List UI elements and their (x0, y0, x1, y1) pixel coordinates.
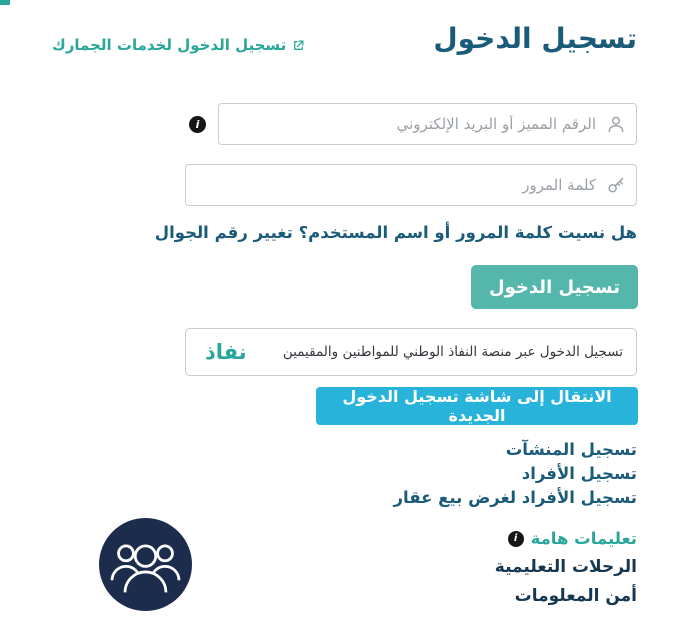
instructions-info-icon[interactable]: i (508, 531, 524, 547)
people-group-logo (99, 518, 192, 611)
username-input[interactable] (218, 103, 637, 145)
new-login-screen-button[interactable]: الانتقال إلى شاشة تسجيل الدخول الجديدة (316, 387, 638, 425)
important-instructions-row (508, 529, 637, 548)
educational-trips-link[interactable]: الرحلات التعليمية (494, 557, 637, 577)
username-info-icon[interactable]: i (189, 116, 206, 133)
information-security-link[interactable]: أمن المعلومات (514, 586, 637, 606)
password-input[interactable] (185, 164, 637, 206)
registration-links (394, 438, 637, 510)
external-link-icon (292, 39, 305, 52)
login-button[interactable]: تسجيل الدخول (471, 265, 638, 309)
change-mobile-link[interactable]: تغيير رقم الجوال (154, 223, 293, 242)
register-individuals-property-link[interactable]: تسجيل الأفراد لغرض بيع عقار (393, 488, 637, 507)
register-individuals-link[interactable]: تسجيل الأفراد (521, 464, 637, 483)
top-left-accent (0, 0, 10, 5)
nafath-description: تسجيل الدخول عبر منصة النفاذ الوطني للمواطنين والمقيمين (282, 344, 623, 360)
nafath-logo: نفاذ (205, 340, 247, 364)
forgot-credentials-line (155, 223, 637, 242)
username-field-wrapper (218, 103, 637, 145)
register-establishments-link[interactable]: تسجيل المنشآت (505, 440, 637, 459)
forgot-password-link[interactable]: هل نسيت كلمة المرور أو اسم المستخدم؟ (298, 223, 637, 242)
important-instructions-link[interactable]: تعليمات هامة (530, 529, 637, 548)
page-title: تسجيل الدخول (433, 22, 637, 55)
nafath-login-box[interactable] (185, 328, 637, 376)
customs-services-login-link[interactable] (52, 36, 305, 54)
password-field-wrapper (185, 164, 637, 206)
customs-link-label: تسجيل الدخول لخدمات الجمارك (52, 36, 287, 54)
